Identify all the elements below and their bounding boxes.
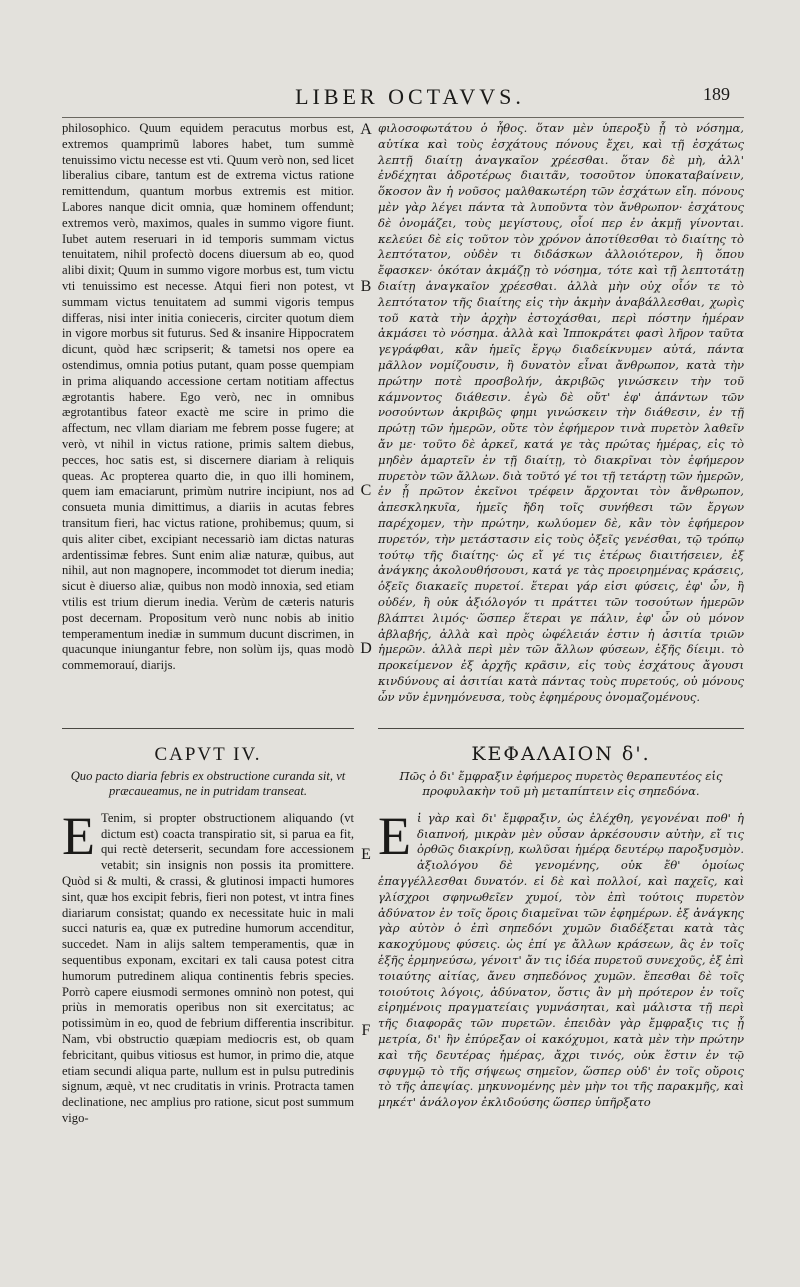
greek-chapter-body bbox=[378, 805, 744, 1111]
page-header bbox=[0, 84, 800, 114]
latin-chapter-text: Tenim, si propter obstructionem aliquando (vt dictum est) coacta transpiratio sit, si parua ea fit, qui rectè deterserit, secundam fore accessionem vetabit; sin insignis non possis ita promittere. Quòd si & multi, & crassi, & glutinosi impacti humores sint, quæ hos excipit febris, fieri non potest, vt intra fines diariarum consistat; quando ex necessitate huic in mali succi naturis ea, quæ ex putredine humorum accenditur, succedet. Nam in alijs saltem temperamentis, quæ in sequentibus exponam, excitari ex tali causa potest citra humorum putredinem aliqua continentis febris species. Porrò capere eiusmodi sermones omninò non potest, qui priùs in memoratis operibus non sit exercitatus; ac potissimùm in eo, quod de febrium differentia inscribitur. Nam, vbi obstructio quæpiam mediocris est, ob quam febricitant, quibus vitiosus est humor, in primo die, atque etiam secundi aliqua parte, nullum est in pulsu putredinis signum, æquè, vt nec cruditatis in vrinis. Protracta tamen declinatione, nec amplius pro ratione, sicut post summum vigo- bbox=[62, 810, 354, 1125]
latin-chapter bbox=[62, 744, 354, 1127]
margin-letter-b: B bbox=[360, 278, 372, 295]
margin-letter-e: E bbox=[361, 846, 371, 863]
running-title: LIBER OCTAVVS. bbox=[295, 84, 525, 109]
greek-column-upper bbox=[378, 121, 744, 705]
latin-column-upper bbox=[62, 121, 354, 674]
section-rule-greek bbox=[378, 728, 744, 729]
section-rule-latin bbox=[62, 728, 354, 729]
chapter-subheading-latin: Quo pacto diaria febris ex obstructione curanda sit, vt præcaueamus, ne in putridam transeat. bbox=[70, 768, 346, 798]
margin-letter-d: D bbox=[360, 640, 372, 657]
drop-cap-latin: E bbox=[62, 805, 95, 866]
page-number: 189 bbox=[703, 84, 730, 104]
greek-chapter bbox=[378, 743, 744, 1111]
chapter-heading-latin: CAPVT IV. bbox=[154, 744, 262, 765]
chapter-subheading-greek: Πῶς ὁ δι' ἔμφραξιν ἐφήμερος πυρετὸς θεραπευτέος εἰς προφυλακὴν τοῦ μὴ μεταπίπτειν εἰς σηπεδόνα. bbox=[399, 768, 723, 798]
chapter-heading-greek: ΚΕΦΑΛΑΙΟΝ δ'. bbox=[471, 743, 651, 765]
margin-letter-a: A bbox=[360, 121, 372, 138]
margin-letter-c: C bbox=[360, 482, 372, 499]
margin-letter-f: F bbox=[361, 1022, 371, 1039]
drop-cap-greek: Ε bbox=[378, 805, 411, 866]
greek-paragraph: φιλοσοφωτάτου ὁ ἦθος. ὅταν μὲν ὑπεροξὺ ᾖ τὸ νόσημα, αὐτίκα καὶ τοὺς ἐσχάτους πόνους ἔχει, καὶ τῇ ἐσχάτως λεπτῇ διαίτῃ ἀναγκαῖον χρέεσθαι. ὅταν δὲ μὴ, ἀλλ' ἐνδέχηται ἁδροτέρως διαιτᾶν, τοσοῦτον ὑποκαταβαίνειν, ὅκοσον ἂν ἡ νοῦσος μαλθακωτέρη τῶν ἐσχάτων εἴη. πόνους μὲν γὰρ λέγει πάντα τὰ λυποῦντα τὸν ἄνθρωπον· ἐσχάτους δὲ ὀνομάζει, τοὺς μεγίστους, οἷοί περ ἐν ἀκμῇ γίνονται. κελεύει δὲ εἰς τοῦτον τὸν χρόνον ἀποτίθεσθαι τὸ διαίτης τὸ λεπτότατον, οὐδὲν τι διδάσκων ἀλλοιότερον, ἢ ὅπου ἔφασκεν· ὁκόταν ἀκμάζῃ τὸ νόσημα, τότε καὶ τῇ λεπτοτάτῃ διαίτῃ ἀναγκαῖον χρέεσθαι. ἀλλὰ μὴν οὐχ οἷόν τε τὸ λεπτότατον τῆς διαίτης εἰς τὴν ἀκμὴν ἀναβάλλεσθαι, χωρὶς τοῦ κατὰ τὴν ἀρχὴν ἐστοχάσθαι, περὶ πόστην ἡμέραν ἀκμάσει τὸ νόσημα. ἀλλὰ καὶ Ἱπποκράτει φασὶ λῆρον ταῦτα γεγράφθαι, κἂν ἡμεῖς ἔργῳ διαδείκνυμεν αὐτά, πάντα μᾶλλον νομίζουσιν, ἢ δυνατὸν εἶναι ἄνθρωπον, κατὰ τὴν πρώτην ποτὲ προσβολήν, ἀκριβῶς γινώσκειν τὴν τοῦ κάμνοντος διάθεσιν. ἐγὼ δὲ οὔτ' ἐφ' ἁπάντων τῶν νοσούντων ἀκριβῶς φημι γινώσκειν τὴν διάθεσιν, ἐν τῇ πρώτῃ τῶν ἡμερῶν, οὔτε τὸν ἐφήμερον τινὰ πυρετὸν λαθεῖν ἄν με· τοῦτο δὲ ἀρκεῖ, κατά γε τὰς πρώτας ἡμέρας, εἰς τὸ μηδὲν ἁμαρτεῖν ἐν τῇ διαίτῃ, τὸ διακρῖναι τὸν ἐφήμερον πυρετὸν τῶν ἄλλων. διὰ τοῦτό γέ τοι τῇ τετάρτῃ τῶν ἡμερῶν, ἐν ᾗ πρῶτον ἐκεῖνοι τρέφειν ἄρχονται τὸν ἄνθρωπον, ἀπεσκληκυῖα, ἡμεῖς ἤδη τοῖς συνήθεσι τῶν ἔργων παρέχομεν, τὴν πρώτην, κωλύομεν δὲ, κἂν τὸν ἐφήμερον πυρετόν, τὴν μετάστασιν εἰς τοὺς ὀξεῖς γενέσθαι, τῷ τρόπῳ τούτῳ τῆς διαίτης· ὡς εἴ γέ τις ἑτέρως διαιτήσειεν, ἐξ ἀνάγκης ἀκολουθήσουσι, κατά γε τὰς προειρημένας κράσεις, ὁξεῖς διακαεῖς πυρετοί. ἕτεραι γάρ εἰσι φύσεις, ἐφ' ὧν, ἢ οὐδέν, ἢ οὐκ ἀξιόλογόν τι πράττει τῶν τοσούτων ἡμερῶν βλάπτει λιμός· ὥσπερ ἕτεραι γε πάλιν, ἐφ' ὧν οὐ μόνον ἀβλαβής, ἀλλὰ καὶ πρὸς ὠφέλειάν ἐστιν ἡ ἀσιτία τριῶν ἡμερῶν. ἀλλὰ περὶ μὲν τῶν ἄλλων φύσεων, ἑξῆς δίειμι. τὸ προκείμενον ἐξ ἀρχῆς κρᾶσιν, εἰς τοὺς ἐσχάτους ἄγουσι κινδύνους αἱ ἀσιτίαι κατὰ πάντας τοὺς πυρετούς, οὐ μόνους ὧν νῦν ἐμνημόνευσα, τοὺς ἐφημέρους ὀνομαζομένους. bbox=[378, 121, 744, 704]
greek-chapter-text: ἰ γὰρ καὶ δι' ἔμφραξιν, ὡς ἐλέχθη, γεγονέναι ποθ' ἡ διαπνοή, μικρὰν μὲν οὖσαν ἀρκέσουσιν αὐτὴν, εἴ τις ὀρθῶς διακρίνῃ, κωλῦσαι ἡμέρᾳ δευτέρῳ παροξυσμὸν. ἀξιολόγου δὲ γενομένης, οὐκ ἔθ' ὁμοίως ἐπαγγέλλεσθαι δυνατόν. εἰ δὲ καὶ πολλοί, καὶ παχεῖς, καὶ γλίσχροι σφηνωθεῖεν χυμοί, τὸν ἐπὶ τούτοις πυρετὸν ἀδύνατον ἐν τοῖς ὅροις διαμεῖναι τῶν ἐφημέρων. ἐξ ἀνάγκης γὰρ αὐτὸν ὁ ἐπὶ σηπεδόνι χυμῶν διαδέξεται κατὰ τὰς κακοχύμους φύσεις. ὡς ἐπί γε ἄλλων κράσεων, ἃς ἐν τοῖς ἑξῆς ἑρμηνεύσω, γένοιτ' ἄν τις ἰδέα πυρετοῦ συνεχοῦς, ἐξ ἐπὶ τοιαύτης αἰτίας, ἄνευ σηπεδόνος χυμῶν. ἔπεσθαι δὲ τοῖς τοιούτοις λόγοις, ἀδύνατον, ὅστις ἂν μὴ πρότερον ἐν τοῖς εἰρημένοις πραγματείαις γυμνάσηται, καὶ μάλιστα τῇ περὶ τῆς διαφορᾶς τῶν πυρετῶν. ἐπειδὰν γὰρ ἔμφραξις τις ᾖ μετρία, δι' ἣν ἐπύρεξαν οἱ κακόχυμοι, κατὰ μὲν τὴν πρώτην καὶ τῆς δευτέρας ἡμέρας, ἄχρι τινός, οὐκ ἔστιν ἐν τῷ σφυγμῷ τὸ τῆς σήψεως σημεῖον, ὥσπερ οὐδ' ἐν τοῖς οὔροις τὸ τῆς ἀπεψίας. μηκυνομένης μὲν μὴν τοι τῆς παρακμῆς, καὶ μηκέτ' ἀνάλογον ἐκλιδούσης ὥσπερ ὑπῆρξατο bbox=[378, 810, 744, 1110]
latin-chapter-body bbox=[62, 805, 354, 1127]
header-rule bbox=[62, 117, 744, 118]
latin-paragraph: philosophico. Quum equidem peracutus morbus est, extremos quamprimũ labores habet, tum summè tenuissimo victu necesse est vti. Quum verò non, sed licet liberalius cibare, tantum est de extrema victus ratione remittendum, quantum morbus extremis est mitior. Labores nanque dicit omnia, quæ hominem offendunt; extremos verò, maximos, quales in summo vigore fiunt. Iubet autem reseruari in id temporis summam victus tenuitatem, nihil profectò docens diuersum ab eo, quod alibi dixit; Quum in summo vigore morbus est, tum victu vti tenuissimo est necesse. Atqui fieri non potest, vt summam victus tenuitatem ad summi vigoris tempus differas, nisi inter initia conieceris, circiter quotum diem in vigore morbus sit futurus. Sed & insanire Hippocratem dicunt, quòd hæc scripserit; & tametsi nos opere ea ostendimus, omnia potius putant, quam posse quempiam in prima aliquando accessione certam notitiam affectus ægrotantis habere. Ego verò, nec in omnibus ægrotantibus fateor exactè me scire in primo die affectum, nec vllam diariam me febrem posse fugere; at verò, vt nihil in victus ratione, primis saltem diebus, pecces, hoc satis est, si discernere diariam à reliquis queas. Ac propterea quarto die, in quo illi hominem, quem iam emaciarunt, primùm nutrire incipiunt, nos ad consueta munia dimittimus, a diariis in acutas febres transitum fieri, hac victus ratione, prohibemus; quum, si quis aliter cibet, excipiant necessariò iam dictas naturas ardentissimæ febres. Sunt enim aliæ naturæ, quibus, aut nihil, aut non magnopere, incommodet tot dierum inedia; sicut è diuerso aliæ, quibus non modò innoxia, sed etiam vtilis est trium dierum inedia. Verùm de cæteris naturis post decernam. Propositum verò nunc nobis ab initio temperamentum inediæ in summum ducunt discrimen, in quacunque iniungantur febre, non solùm ijs, quas modò commemorauí, diarijs. bbox=[62, 121, 354, 673]
